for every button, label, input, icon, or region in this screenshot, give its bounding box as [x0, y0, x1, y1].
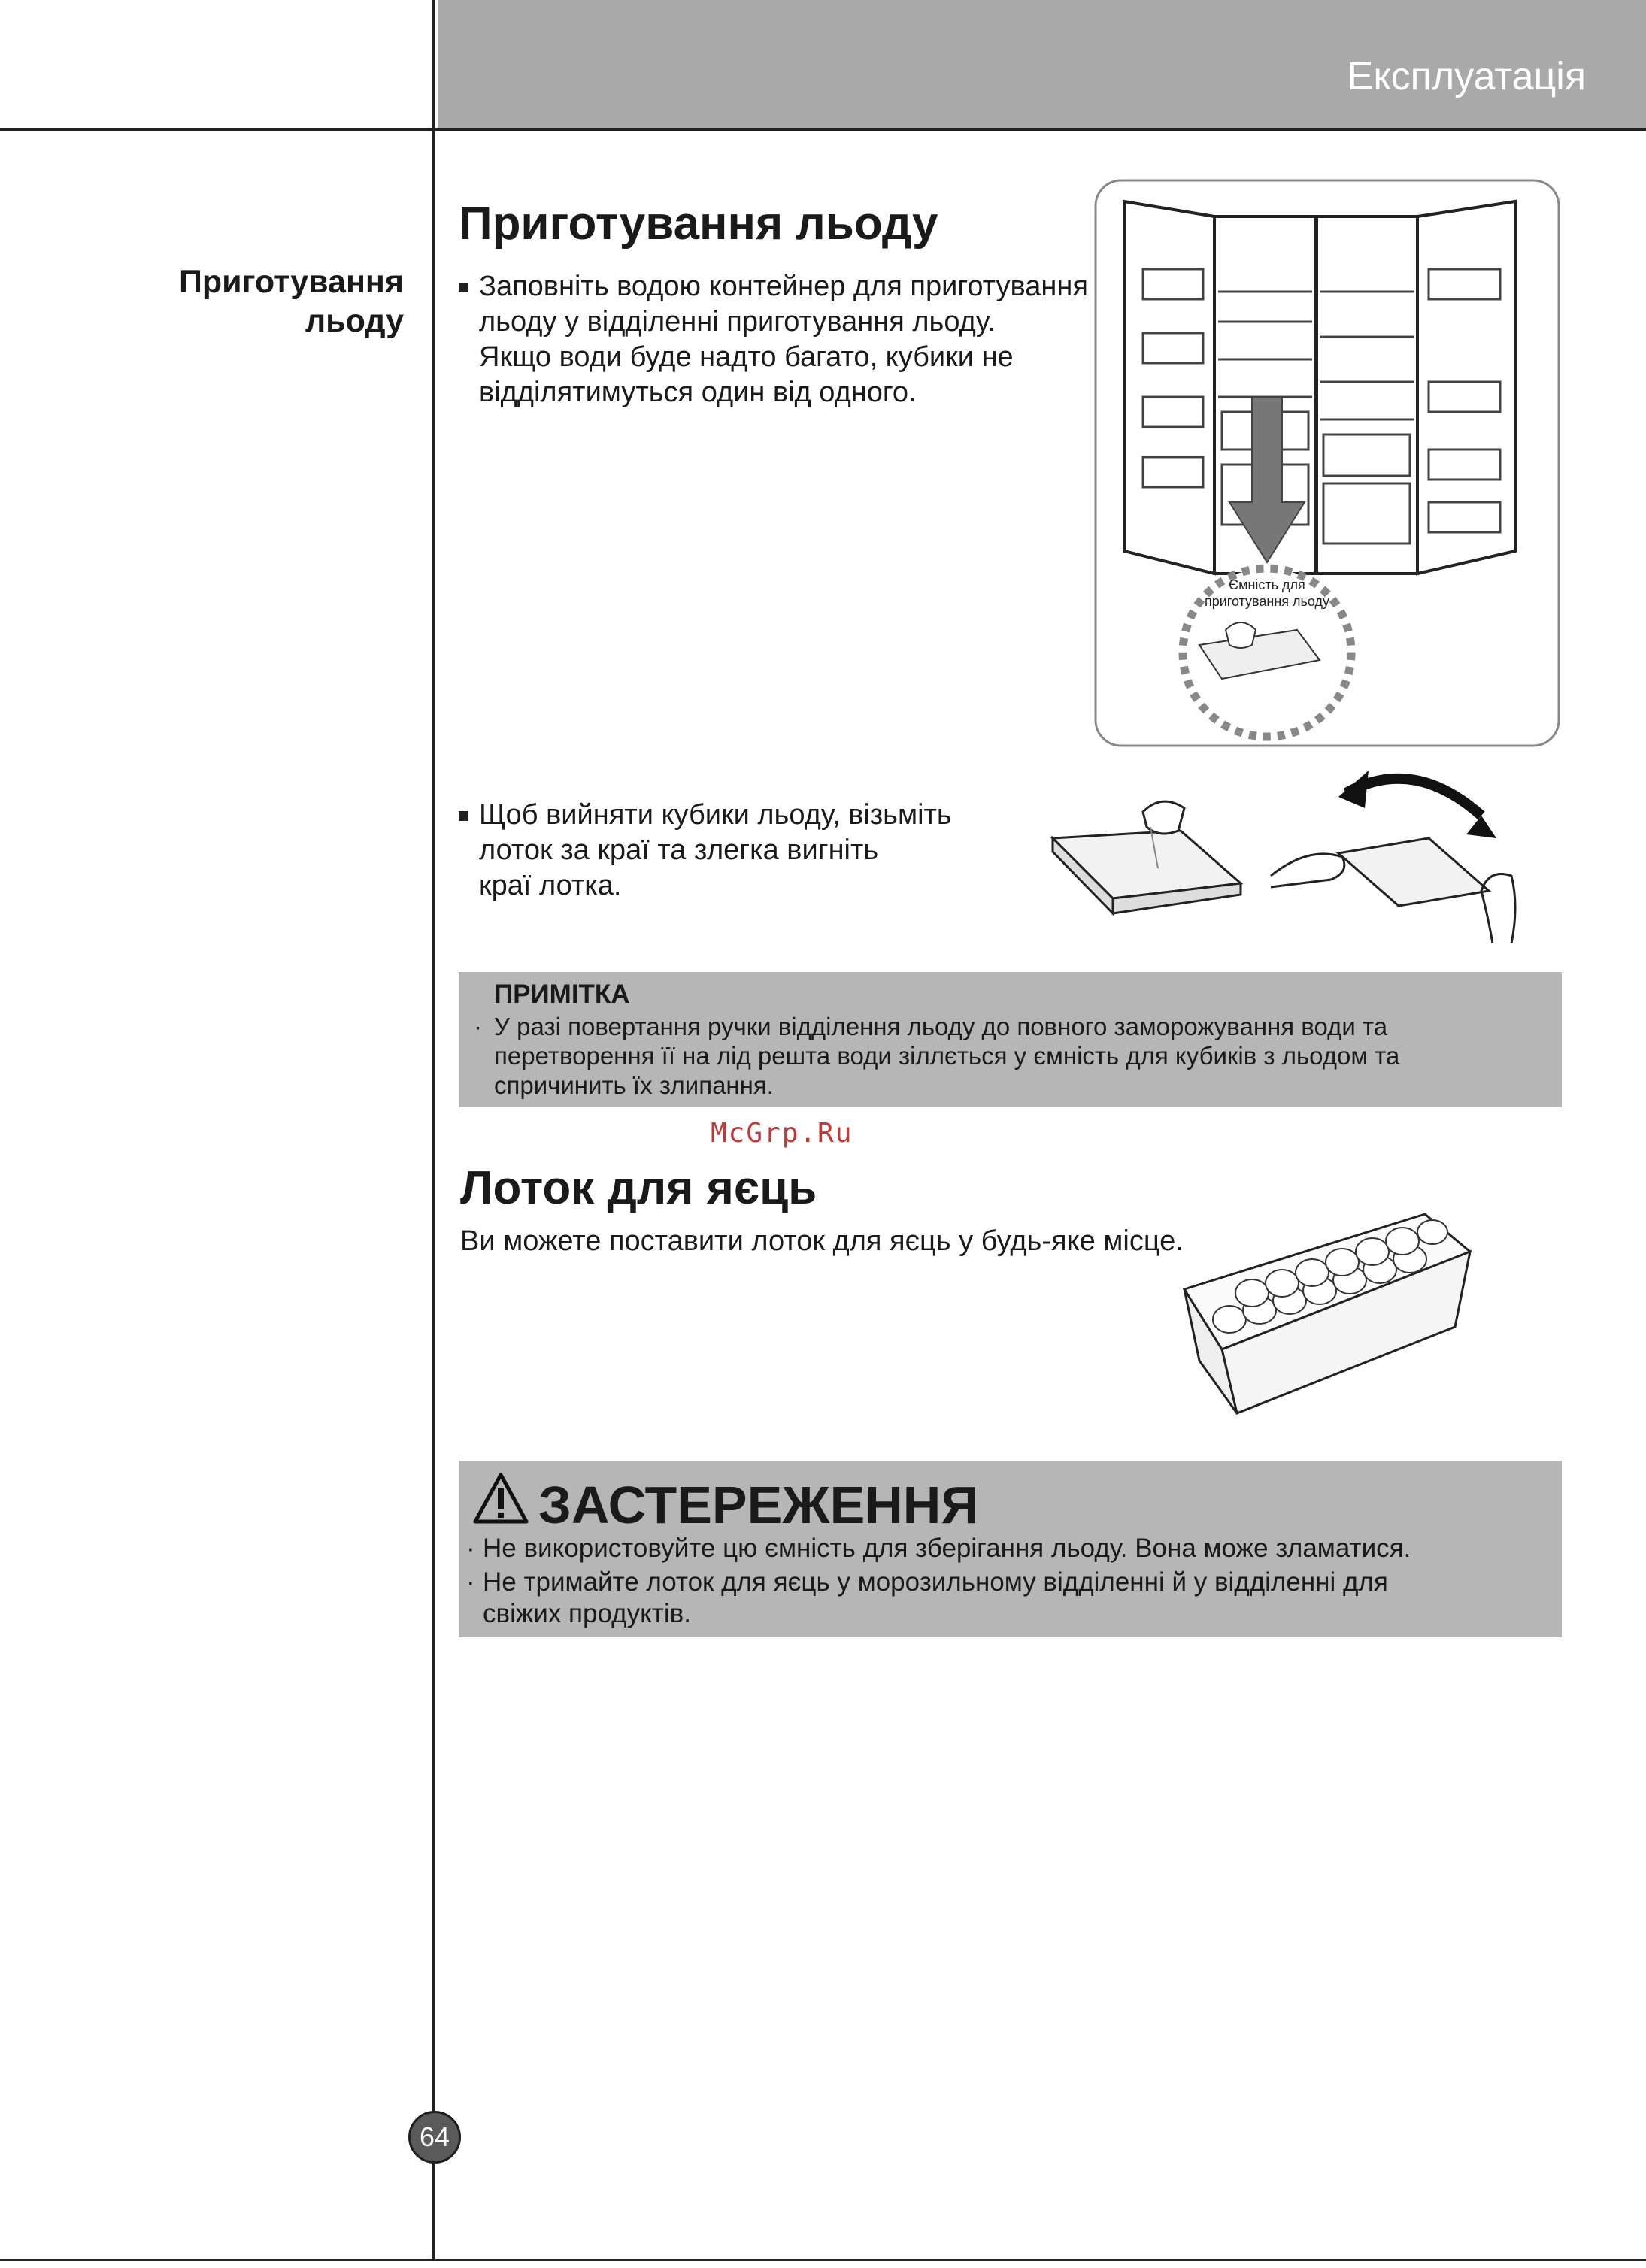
note-line-1: У разі повертання ручки відділення льоду до повного заморожування води та — [494, 1013, 1388, 1040]
refrigerator-illustration — [1094, 179, 1560, 752]
bullet-remove-ice: Щоб вийняти кубики льоду, візьміть лоток за краї та злегка вигніть краї лотка. — [459, 798, 1030, 904]
ice-tray-fill-illustration — [1045, 793, 1248, 925]
side-heading — [103, 263, 404, 341]
warning-line-2: Не тримайте лоток для яєць у морозильному відділенні й у відділенні для — [483, 1567, 1388, 1597]
header-title: Експлуатація — [1347, 55, 1586, 98]
warning-line-3: свіжих продуктів. — [483, 1599, 691, 1628]
warning-bullet-icon: · — [466, 1534, 475, 1563]
bullet-square-icon — [459, 283, 468, 292]
note-line-2: перетворення її на лід решта води зіллється у ємність для кубиків з льодом та — [494, 1042, 1400, 1070]
egg-tray-text: Ви можете поставити лоток для яєць у будь-яке місце. — [460, 1225, 1184, 1257]
side-heading-line2: льоду — [305, 302, 404, 339]
warning-line-1: Не використовуйте цю ємність для зберігання льоду. Вона може зламатися. — [483, 1534, 1411, 1563]
note-bullet-icon: · — [474, 1013, 482, 1040]
egg-tray-illustration — [1177, 1199, 1478, 1425]
warning-bullet-icon: · — [466, 1567, 475, 1597]
page-number: 64 — [408, 2111, 461, 2164]
note-title: ПРИМІТКА — [494, 980, 630, 1009]
side-heading-line1: Приготування — [178, 264, 404, 300]
warning-triangle-icon — [472, 1472, 529, 1525]
warning-title: ЗАСТЕРЕЖЕННЯ — [538, 1476, 979, 1534]
top-rule — [0, 128, 1646, 131]
note-line-3: спричинить їх злипання. — [494, 1071, 774, 1099]
watermark: McGrp.Ru — [711, 1118, 853, 1149]
figure-label-line1: Ємність для — [1229, 577, 1305, 592]
section-title-ice: Приготування льоду — [459, 198, 938, 250]
section-title-eggs: Лоток для яєць — [460, 1162, 817, 1214]
bullet-fill-water: Заповніть водою контейнер для приготування льоду у відділенні приготування льоду. Якщо води буде надто багато, кубики не відділятимуться один від одного. — [459, 269, 1090, 410]
vertical-rule — [432, 0, 435, 2259]
figure-label-line2: приготування льоду — [1204, 594, 1330, 609]
ice-tray-twist-illustration — [1263, 763, 1526, 943]
bullet-square-icon — [459, 811, 468, 821]
bottom-rule — [0, 2259, 1646, 2261]
